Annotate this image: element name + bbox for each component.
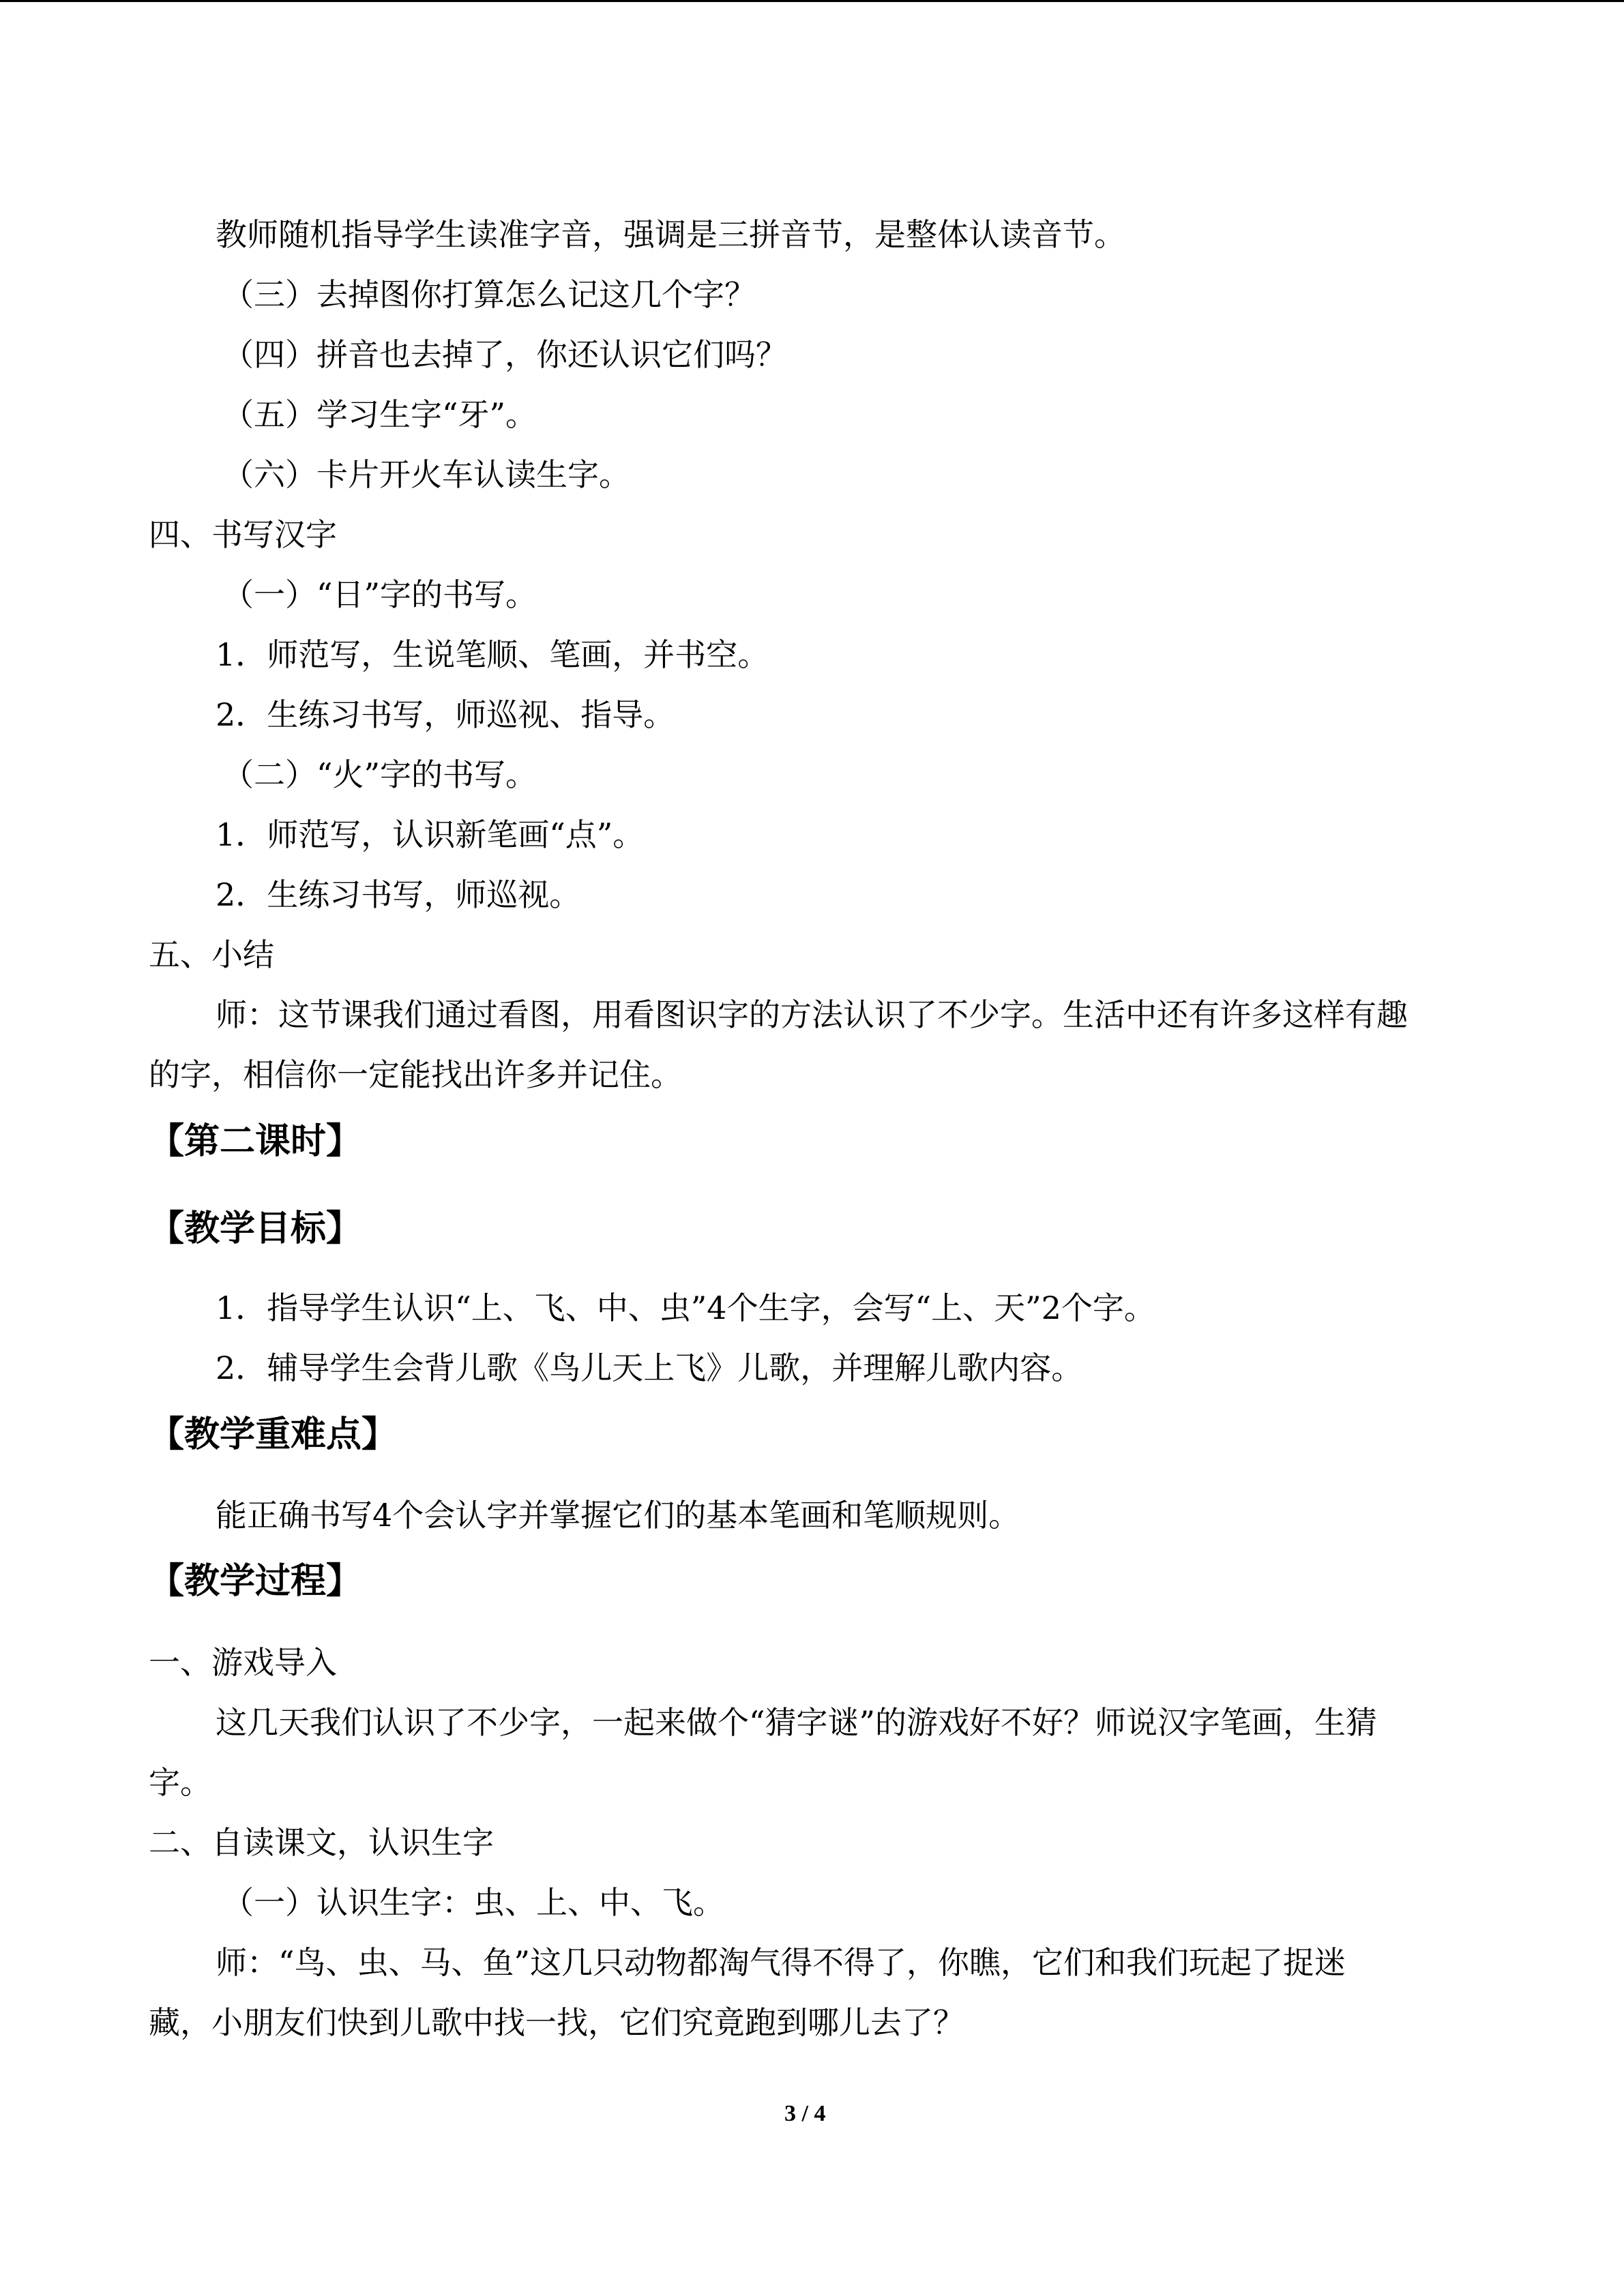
section-heading: 一、游戏导入: [149, 1644, 337, 1681]
page-indicator: 3 / 4: [784, 2101, 826, 2126]
sub-item: （二）“火”字的书写。: [222, 756, 537, 793]
sub-item: （四）拼音也去掉了，你还认识它们吗？: [222, 336, 787, 373]
sub-item: （三）去掉图你打算怎么记这几个字？: [222, 276, 756, 313]
body-paragraph-continuation: 藏，小朋友们快到儿歌中找一找，它们究竟跑到哪儿去了？: [149, 2004, 964, 2041]
numbered-objective: 1．指导学生认识“上、飞、中、虫”4个生字，会写“上、天”2个字。: [216, 1289, 1155, 1326]
section-heading: 五、小结: [149, 936, 274, 973]
bracket-heading: 【教学目标】: [149, 1208, 362, 1249]
section-heading: 四、书写汉字: [149, 516, 337, 553]
sub-item: （六）卡片开火车认读生字。: [222, 456, 630, 493]
bracket-heading: 【教学过程】: [149, 1561, 362, 1602]
numbered-step: 1．师范写，生说笔顺、笔画，并书空。: [216, 636, 769, 673]
bracket-heading: 【教学重难点】: [149, 1414, 398, 1455]
numbered-step: 2．生练习书写，师巡视、指导。: [216, 696, 675, 733]
body-paragraph-continuation: 的字，相信你一定能找出许多并记住。: [149, 1056, 682, 1093]
sub-item: （一）认识生字：虫、上、中、飞。: [222, 1884, 724, 1921]
numbered-objective: 2．辅导学生会背儿歌《鸟儿天上飞》儿歌，并理解儿歌内容。: [216, 1350, 1083, 1386]
numbered-step: 2．生练习书写，师巡视。: [216, 876, 581, 913]
body-paragraph: 这几天我们认识了不少字，一起来做个“猜字谜”的游戏好不好？师说汉字笔画，生猜: [216, 1704, 1378, 1741]
sub-item: （一）“日”字的书写。: [222, 576, 537, 613]
lesson-heading: 【第二课时】: [149, 1121, 362, 1162]
body-paragraph-continuation: 字。: [149, 1764, 211, 1801]
body-paragraph: 能正确书写4个会认字并掌握它们的基本笔画和笔顺规则。: [216, 1497, 1020, 1534]
body-paragraph: 教师随机指导学生读准字音，强调是三拼音节，是整体认读音节。: [216, 216, 1125, 253]
body-paragraph: 师：这节课我们通过看图，用看图识字的方法认识了不少字。生活中还有许多这样有趣: [216, 996, 1408, 1033]
numbered-step: 1．师范写，认识新笔画“点”。: [216, 816, 645, 853]
top-border-rule: [0, 0, 1624, 2]
sub-item: （五）学习生字“牙”。: [222, 396, 537, 433]
section-heading: 二、自读课文，认识生字: [149, 1824, 494, 1861]
body-paragraph: 师：“鸟、虫、马、鱼”这几只动物都淘气得不得了，你瞧，它们和我们玩起了捉迷: [216, 1944, 1346, 1981]
